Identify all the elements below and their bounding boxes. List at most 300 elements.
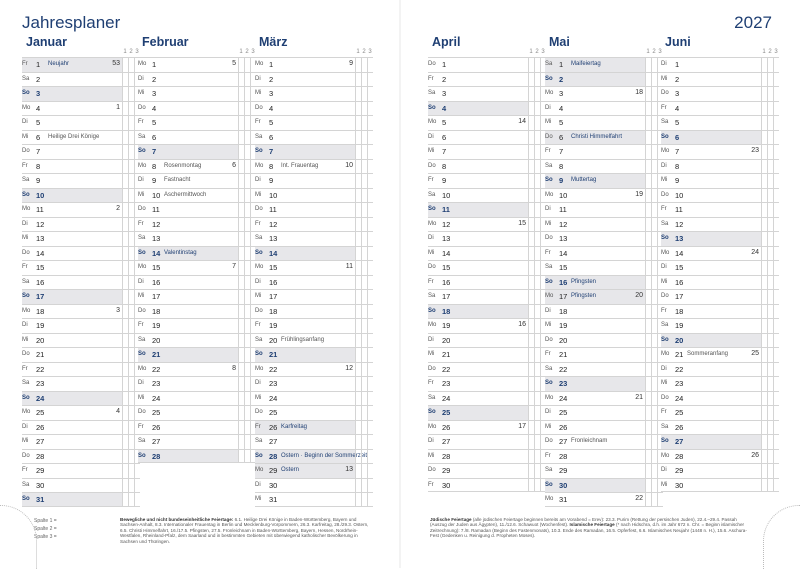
check-cell[interactable]	[773, 421, 779, 435]
day-row[interactable]	[428, 333, 546, 348]
day-row[interactable]	[428, 391, 546, 406]
check-cell[interactable]	[367, 145, 373, 159]
weekday-label: Di	[138, 380, 144, 386]
day-row[interactable]	[255, 188, 373, 203]
check-cell[interactable]	[773, 232, 779, 246]
check-cell[interactable]	[367, 334, 373, 348]
day-row[interactable]	[545, 159, 663, 174]
day-row[interactable]	[661, 463, 779, 478]
day-row[interactable]	[138, 57, 256, 72]
check-cell[interactable]	[367, 421, 373, 435]
day-number: 10	[442, 190, 451, 200]
day-number: 2	[442, 74, 447, 84]
day-row[interactable]	[661, 86, 779, 101]
column-numbers	[761, 49, 779, 55]
day-row[interactable]	[22, 347, 140, 362]
day-row[interactable]	[138, 217, 256, 232]
check-cell[interactable]	[367, 131, 373, 145]
day-row[interactable]	[138, 246, 256, 261]
check-cell[interactable]	[773, 73, 779, 87]
day-row[interactable]	[22, 405, 140, 420]
day-row[interactable]	[138, 420, 256, 435]
day-row[interactable]	[22, 159, 140, 174]
day-row[interactable]	[545, 260, 663, 275]
day-number: 27	[269, 437, 278, 446]
day-row[interactable]	[255, 391, 373, 406]
check-cell[interactable]	[367, 203, 373, 217]
day-row[interactable]	[255, 289, 373, 304]
check-cell[interactable]	[773, 131, 779, 145]
day-row[interactable]	[255, 318, 373, 333]
day-row[interactable]	[545, 144, 663, 159]
day-row[interactable]	[428, 159, 546, 174]
day-row[interactable]	[138, 130, 256, 145]
day-number: 26	[675, 422, 684, 432]
check-cell[interactable]	[367, 392, 373, 406]
check-cell[interactable]	[367, 116, 373, 130]
day-row[interactable]	[138, 101, 256, 116]
day-row[interactable]	[661, 478, 779, 493]
weekday-label: Mo	[22, 307, 31, 314]
check-cell[interactable]	[367, 102, 373, 116]
day-row[interactable]	[428, 449, 546, 464]
check-cell[interactable]	[134, 493, 140, 506]
day-number: 3	[269, 89, 274, 98]
day-number: 8	[36, 161, 41, 171]
day-row[interactable]	[138, 202, 256, 217]
day-row[interactable]	[428, 86, 546, 101]
check-cell[interactable]	[773, 203, 779, 217]
day-row[interactable]	[138, 260, 256, 275]
day-number: 14	[269, 248, 278, 258]
day-row[interactable]	[255, 217, 373, 232]
day-number: 16	[36, 277, 45, 287]
day-row[interactable]	[255, 260, 373, 275]
day-row[interactable]	[661, 362, 779, 377]
day-row[interactable]	[255, 333, 373, 348]
day-row[interactable]	[22, 478, 140, 493]
day-row[interactable]	[545, 304, 663, 319]
day-row[interactable]	[428, 318, 546, 333]
day-row[interactable]	[138, 159, 256, 174]
day-row[interactable]	[545, 217, 663, 232]
day-row[interactable]	[22, 130, 140, 145]
day-row[interactable]	[255, 449, 373, 464]
day-row[interactable]	[255, 159, 373, 174]
day-row[interactable]	[138, 115, 256, 130]
day-row[interactable]	[255, 115, 373, 130]
day-number: 9	[269, 176, 274, 185]
check-cell[interactable]	[367, 87, 373, 101]
day-row[interactable]	[661, 289, 779, 304]
day-row[interactable]	[545, 434, 663, 449]
check-cell[interactable]	[773, 247, 779, 261]
day-row[interactable]	[138, 318, 256, 333]
check-cell[interactable]	[657, 493, 663, 506]
day-row[interactable]	[545, 188, 663, 203]
day-row[interactable]	[428, 289, 546, 304]
day-row[interactable]	[545, 492, 663, 507]
check-cell[interactable]	[773, 406, 779, 420]
check-cell[interactable]	[773, 87, 779, 101]
day-row[interactable]	[428, 173, 546, 188]
day-row[interactable]	[661, 159, 779, 174]
check-cell[interactable]	[773, 58, 779, 72]
day-row[interactable]	[661, 391, 779, 406]
check-cell[interactable]	[773, 479, 779, 492]
weekday-label: Sa	[22, 278, 30, 285]
month-name: Januar	[26, 35, 67, 49]
day-number: 22	[269, 364, 278, 374]
day-number: 30	[269, 480, 278, 490]
day-row[interactable]	[138, 376, 256, 391]
day-row[interactable]	[255, 130, 373, 145]
day-row[interactable]	[545, 405, 663, 420]
day-row[interactable]	[661, 318, 779, 333]
day-row[interactable]	[545, 463, 663, 478]
day-row[interactable]	[545, 72, 663, 87]
day-row[interactable]	[661, 217, 779, 232]
day-row[interactable]	[22, 72, 140, 87]
weekday-label: Fr	[255, 423, 261, 430]
check-cell[interactable]	[367, 247, 373, 261]
day-row[interactable]	[138, 173, 256, 188]
day-row[interactable]	[428, 420, 546, 435]
day-row[interactable]	[138, 231, 256, 246]
day-row[interactable]	[428, 275, 546, 290]
day-row[interactable]	[661, 57, 779, 72]
day-row[interactable]	[138, 188, 256, 203]
day-row[interactable]	[22, 115, 140, 130]
weekday-label: Di	[428, 438, 434, 444]
check-cell[interactable]	[367, 435, 373, 449]
day-row[interactable]	[545, 420, 663, 435]
day-row[interactable]	[428, 231, 546, 246]
day-row[interactable]	[428, 362, 546, 377]
check-cell[interactable]	[367, 464, 373, 478]
check-cell[interactable]	[773, 116, 779, 130]
day-row[interactable]	[22, 217, 140, 232]
week-number: 12	[345, 364, 353, 372]
day-number: 12	[269, 219, 278, 229]
day-number: 18	[442, 306, 451, 316]
check-cell[interactable]	[773, 189, 779, 203]
day-row[interactable]	[22, 391, 140, 406]
day-row[interactable]	[428, 72, 546, 87]
day-row[interactable]	[661, 420, 779, 435]
check-cell[interactable]	[773, 145, 779, 159]
weekday-label: Do	[661, 293, 669, 299]
day-row[interactable]	[661, 115, 779, 130]
day-row[interactable]	[255, 304, 373, 319]
day-row[interactable]	[138, 434, 256, 449]
day-number: 11	[442, 205, 450, 214]
day-row[interactable]	[428, 115, 546, 130]
day-row[interactable]	[428, 217, 546, 232]
check-cell[interactable]	[367, 450, 373, 464]
check-cell[interactable]	[367, 261, 373, 275]
day-row[interactable]	[255, 347, 373, 362]
day-row[interactable]	[428, 376, 546, 391]
day-row[interactable]	[545, 202, 663, 217]
day-row[interactable]	[22, 304, 140, 319]
column-number: 2	[129, 49, 133, 55]
check-cell[interactable]	[773, 334, 779, 348]
day-row[interactable]	[22, 434, 140, 449]
check-cell[interactable]	[773, 348, 779, 362]
weekday-label: Fr	[428, 278, 434, 285]
day-row[interactable]	[661, 231, 779, 246]
day-row[interactable]	[138, 449, 256, 464]
weekday-label: Di	[661, 467, 667, 473]
check-cell[interactable]	[134, 464, 140, 478]
day-row[interactable]	[138, 347, 256, 362]
day-row[interactable]	[545, 449, 663, 464]
check-cell[interactable]	[773, 218, 779, 232]
day-row[interactable]	[138, 304, 256, 319]
check-cell[interactable]	[367, 290, 373, 304]
column-number: 2	[535, 49, 539, 55]
check-cell[interactable]	[773, 160, 779, 174]
day-row[interactable]	[545, 86, 663, 101]
day-row[interactable]	[428, 188, 546, 203]
day-row[interactable]	[22, 188, 140, 203]
day-row[interactable]	[428, 260, 546, 275]
day-row[interactable]	[661, 275, 779, 290]
day-row[interactable]	[661, 449, 779, 464]
check-cell[interactable]	[773, 450, 779, 464]
day-row[interactable]	[661, 144, 779, 159]
day-row[interactable]	[138, 86, 256, 101]
day-number: 20	[152, 335, 161, 345]
day-row[interactable]	[255, 376, 373, 391]
day-row[interactable]	[545, 376, 663, 391]
day-row[interactable]	[428, 101, 546, 116]
day-row[interactable]	[545, 130, 663, 145]
check-cell[interactable]	[367, 319, 373, 333]
check-cell[interactable]	[367, 479, 373, 493]
day-row[interactable]	[22, 463, 140, 478]
day-row[interactable]	[545, 115, 663, 130]
week-number: 6	[232, 161, 236, 169]
day-row[interactable]	[661, 202, 779, 217]
check-cell[interactable]	[367, 276, 373, 290]
week-number: 53	[112, 60, 120, 67]
day-row[interactable]	[22, 144, 140, 159]
day-row[interactable]	[22, 173, 140, 188]
day-row[interactable]	[255, 463, 373, 478]
day-row[interactable]	[22, 101, 140, 116]
day-row[interactable]	[255, 492, 373, 507]
day-row[interactable]	[22, 86, 140, 101]
check-cell[interactable]	[773, 174, 779, 188]
day-row[interactable]	[22, 492, 140, 507]
day-row[interactable]	[255, 362, 373, 377]
check-cell[interactable]	[773, 377, 779, 391]
day-row[interactable]	[545, 101, 663, 116]
weekday-label: Mo	[661, 249, 670, 256]
day-row[interactable]	[138, 391, 256, 406]
day-row[interactable]	[545, 347, 663, 362]
day-row[interactable]	[255, 420, 373, 435]
day-row[interactable]	[138, 333, 256, 348]
day-row[interactable]	[661, 333, 779, 348]
day-row[interactable]	[545, 57, 663, 72]
day-row[interactable]	[22, 275, 140, 290]
footnote-left-text: 6.1. Heilige Drei Könige in Baden-Württemberg, Bayern und Sachsen-Anhalt, 8.3. Internationaler Frauentag in Berlin und Mecklenburg-Vorpommern, 26.3. Karfreitag, 28./29.3. Ostern, 6.5. Christi Himmelfahrt, 16./17.5. Pfingsten, 27.5. Fronleichnam in Baden-Württemberg, Bayern, Hessen, Nordrhein-Westfalen, Rheinland-Pfalz, dem Saarland und in bestimmten Gebieten mit überwiegend katholischer Bevölkerung in Sachsen und Thüringen.	[120, 517, 369, 544]
weekday-label: So	[545, 380, 553, 386]
day-row[interactable]	[22, 246, 140, 261]
day-row[interactable]	[661, 405, 779, 420]
day-row[interactable]	[22, 449, 140, 464]
check-cell[interactable]	[367, 58, 373, 72]
weekday-label: Fr	[22, 264, 28, 270]
weekday-label: Mi	[138, 394, 145, 401]
day-row[interactable]	[661, 72, 779, 87]
day-row[interactable]	[428, 246, 546, 261]
day-row[interactable]	[661, 434, 779, 449]
day-row[interactable]	[255, 478, 373, 493]
day-row[interactable]	[22, 260, 140, 275]
day-number: 5	[559, 118, 564, 127]
day-row[interactable]	[138, 289, 256, 304]
check-cell[interactable]	[367, 189, 373, 203]
column-number: 2	[362, 49, 366, 55]
check-cell[interactable]	[367, 218, 373, 232]
day-row[interactable]	[138, 362, 256, 377]
day-row[interactable]	[545, 231, 663, 246]
day-row[interactable]	[255, 57, 373, 72]
weekday-label: Do	[428, 61, 436, 67]
day-row[interactable]	[255, 86, 373, 101]
day-number: 21	[36, 350, 45, 359]
check-cell[interactable]	[773, 363, 779, 377]
day-row[interactable]	[428, 434, 546, 449]
day-row[interactable]	[661, 376, 779, 391]
day-row[interactable]	[661, 173, 779, 188]
day-row[interactable]	[661, 304, 779, 319]
day-row[interactable]	[22, 376, 140, 391]
day-row[interactable]	[22, 231, 140, 246]
check-cell[interactable]	[367, 305, 373, 319]
day-row[interactable]	[22, 57, 140, 72]
day-row[interactable]	[428, 347, 546, 362]
day-row[interactable]	[22, 362, 140, 377]
weekday-label: Mi	[255, 90, 262, 96]
day-row[interactable]	[22, 318, 140, 333]
day-row[interactable]	[545, 246, 663, 261]
day-number: 27	[36, 437, 45, 446]
check-cell[interactable]	[367, 73, 373, 87]
check-cell[interactable]	[773, 392, 779, 406]
day-row[interactable]	[22, 202, 140, 217]
day-row[interactable]	[545, 362, 663, 377]
check-cell[interactable]	[773, 305, 779, 319]
check-cell[interactable]	[367, 174, 373, 188]
check-cell[interactable]	[367, 377, 373, 391]
weekday-label: Mi	[661, 75, 668, 82]
day-row[interactable]	[545, 391, 663, 406]
week-number: 4	[116, 408, 120, 415]
day-row[interactable]	[661, 188, 779, 203]
holiday-label: Karfreitag	[281, 423, 308, 430]
day-row[interactable]	[255, 231, 373, 246]
day-row[interactable]	[255, 275, 373, 290]
day-row[interactable]	[255, 434, 373, 449]
check-cell[interactable]	[367, 406, 373, 420]
day-row[interactable]	[428, 304, 546, 319]
day-row[interactable]	[428, 130, 546, 145]
check-cell[interactable]	[773, 319, 779, 333]
check-cell[interactable]	[367, 363, 373, 377]
day-row[interactable]	[661, 260, 779, 275]
check-cell[interactable]	[773, 261, 779, 275]
day-row[interactable]	[255, 405, 373, 420]
check-cell[interactable]	[367, 232, 373, 246]
weekday-label: Mo	[428, 423, 437, 430]
day-row[interactable]	[255, 101, 373, 116]
day-row[interactable]	[255, 144, 373, 159]
day-row[interactable]	[661, 246, 779, 261]
day-row[interactable]	[22, 333, 140, 348]
day-row[interactable]	[545, 173, 663, 188]
day-row[interactable]	[255, 72, 373, 87]
day-row[interactable]	[661, 101, 779, 116]
day-row[interactable]	[138, 275, 256, 290]
day-row[interactable]	[428, 202, 546, 217]
day-row[interactable]	[428, 463, 546, 478]
day-row[interactable]	[255, 246, 373, 261]
day-row[interactable]	[545, 333, 663, 348]
weekday-label: Do	[661, 394, 669, 401]
day-row[interactable]	[22, 420, 140, 435]
day-number: 24	[269, 393, 278, 403]
binding-rings-right	[763, 505, 800, 569]
check-cell[interactable]	[773, 276, 779, 290]
day-row[interactable]	[138, 144, 256, 159]
day-number: 7	[675, 147, 680, 156]
day-row[interactable]	[428, 144, 546, 159]
day-row[interactable]	[255, 173, 373, 188]
day-row[interactable]	[428, 478, 546, 493]
weekday-label: Fr	[545, 351, 551, 357]
day-row[interactable]	[545, 289, 663, 304]
day-number: 29	[36, 466, 45, 475]
month-name: Februar	[142, 35, 189, 49]
check-cell[interactable]	[367, 160, 373, 174]
day-row[interactable]	[22, 289, 140, 304]
day-row[interactable]	[428, 57, 546, 72]
check-cell[interactable]	[773, 435, 779, 449]
day-row[interactable]	[255, 202, 373, 217]
day-row[interactable]	[138, 72, 256, 87]
day-row[interactable]	[545, 318, 663, 333]
weekday-label: Mo	[22, 104, 31, 111]
weekday-label: Mi	[22, 133, 29, 140]
check-cell[interactable]	[773, 464, 779, 478]
check-cell[interactable]	[134, 479, 140, 493]
day-row[interactable]	[545, 478, 663, 493]
day-row[interactable]	[428, 405, 546, 420]
day-row[interactable]	[661, 347, 779, 362]
check-cell[interactable]	[367, 348, 373, 362]
check-cell[interactable]	[367, 493, 373, 506]
check-cell[interactable]	[773, 102, 779, 116]
day-row[interactable]	[138, 405, 256, 420]
day-row[interactable]	[545, 275, 663, 290]
check-cell[interactable]	[773, 290, 779, 304]
day-row[interactable]	[661, 130, 779, 145]
